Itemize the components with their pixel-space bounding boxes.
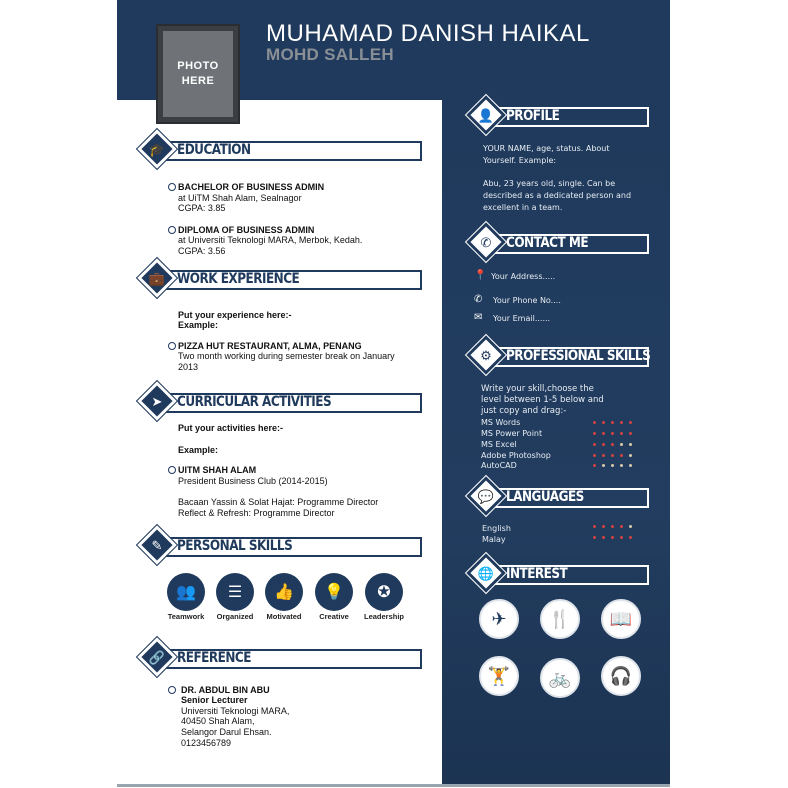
skill-label: Organized — [216, 612, 254, 621]
level-dot-empty — [611, 464, 614, 467]
photo-label: PHOTO HERE — [163, 31, 233, 117]
language-level-dots — [593, 525, 632, 528]
reference-role: Senior Lecturer — [181, 695, 248, 705]
curricular-line-2: Bacaan Yassin & Solat Hajat: Programme Director — [178, 497, 379, 507]
level-dot-filled — [620, 454, 623, 457]
level-dot-filled — [602, 443, 605, 446]
work-intro: Put your experience here:- — [178, 310, 292, 320]
section-title: PERSONAL SKILLS — [177, 538, 293, 554]
phone-icon: ✆ — [480, 235, 492, 250]
level-dot-empty — [629, 464, 632, 467]
section-title: REFERENCE — [177, 650, 251, 666]
section-title: PROFESSIONAL SKILLS — [506, 348, 651, 364]
skill-name: MS Power Point — [481, 429, 543, 438]
grade-2: CGPA: 3.56 — [178, 246, 226, 256]
contact-email: Your Email...... — [493, 314, 551, 323]
skill-label: Leadership — [363, 612, 404, 621]
section-title: CURRICULAR ACTIVITIES — [177, 394, 332, 410]
language-name: English — [482, 524, 511, 533]
bullet — [168, 342, 176, 350]
skill-name: MS Excel — [481, 440, 517, 449]
skill-level-dots — [593, 464, 632, 467]
level-dot-filled — [620, 432, 623, 435]
level-dot-filled — [629, 432, 632, 435]
globe-icon: 🌐 — [477, 566, 495, 581]
reference-line-2: 40450 Shah Alam, — [181, 716, 255, 726]
section-title: CONTACT ME — [506, 235, 589, 251]
degree-2: DIPLOMA OF BUSINESS ADMIN — [178, 225, 315, 235]
lightbulb-icon: 💡 — [315, 573, 353, 611]
level-dot-filled — [620, 421, 623, 424]
level-dot-filled — [611, 443, 614, 446]
phone-icon: ✆ — [474, 294, 483, 305]
level-dot-filled — [611, 421, 614, 424]
level-dot-filled — [620, 525, 623, 528]
work-item-title: PIZZA HUT RESTAURANT, ALMA, PENANG — [178, 341, 362, 351]
level-dot-empty — [629, 443, 632, 446]
level-dot-filled — [611, 454, 614, 457]
contact-address: Your Address..... — [491, 272, 556, 281]
prof-intro-1: Write your skill,choose the — [481, 384, 594, 394]
level-dot-empty — [602, 464, 605, 467]
reference-name: DR. ABDUL BIN ABU — [181, 685, 270, 695]
level-dot-filled — [611, 536, 614, 539]
section-work-experience — [140, 270, 422, 292]
skill-level-dots — [593, 454, 632, 457]
prof-intro-3: just copy and drag:- — [481, 406, 567, 416]
skill-name: AutoCAD — [481, 461, 517, 470]
level-dot-filled — [602, 421, 605, 424]
section-interest — [469, 565, 649, 587]
reference-phone: 0123456789 — [181, 738, 232, 748]
level-dot-filled — [629, 536, 632, 539]
bicycle-icon: 🚲 — [540, 658, 580, 698]
work-example: Example: — [178, 320, 219, 330]
skill-label: Creative — [319, 612, 349, 621]
level-dot-filled — [593, 432, 596, 435]
section-curricular — [140, 393, 422, 415]
section-languages — [469, 488, 649, 510]
envelope-icon: ✉ — [474, 312, 483, 323]
skill-label: Motivated — [266, 612, 302, 621]
level-dot-empty — [620, 443, 623, 446]
skill-level-dots — [593, 443, 632, 446]
skill-label: Teamwork — [167, 612, 205, 621]
section-reference — [140, 649, 422, 671]
level-dot-filled — [593, 525, 596, 528]
level-dot-empty — [629, 525, 632, 528]
level-dot-filled — [620, 536, 623, 539]
stack-icon: ☰ — [216, 573, 254, 611]
bottom-rule — [117, 784, 670, 787]
place-1: at UiTM Shah Alam, Sealnagor — [178, 193, 302, 203]
pencil-icon: ✎ — [151, 538, 163, 553]
level-dot-filled — [602, 525, 605, 528]
section-professional-skills — [469, 347, 649, 369]
resume-page — [117, 0, 670, 786]
section-title: INTEREST — [506, 566, 568, 582]
level-dot-filled — [611, 432, 614, 435]
user-icon: 👤 — [477, 108, 495, 123]
airplane-icon: ✈ — [479, 599, 519, 639]
level-dot-filled — [593, 421, 596, 424]
level-dot-filled — [593, 443, 596, 446]
section-personal-skills — [140, 537, 422, 559]
curricular-item-title: UITM SHAH ALAM — [178, 465, 257, 475]
medal-icon: ✪ — [365, 573, 403, 611]
place-2: at Universiti Teknologi MARA, Merbok, Kedah. — [178, 235, 363, 245]
headphones-icon: 🎧 — [601, 656, 641, 696]
level-dot-filled — [593, 464, 596, 467]
thumbs-up-icon: 👍 — [265, 573, 303, 611]
briefcase-icon: 💼 — [148, 271, 166, 286]
reference-line-3: Selangor Darul Ehsan. — [181, 727, 272, 737]
skill-level-dots — [593, 432, 632, 435]
level-dot-filled — [611, 525, 614, 528]
level-dot-filled — [629, 421, 632, 424]
section-title: WORK EXPERIENCE — [177, 271, 300, 287]
level-dot-filled — [602, 454, 605, 457]
reference-line-1: Universiti Teknologi MARA, — [181, 706, 290, 716]
book-icon: 📖 — [601, 599, 641, 639]
grade-1: CGPA: 3.85 — [178, 203, 226, 213]
work-item-desc: Two month working during semester break on January — [178, 351, 395, 361]
curricular-line-3: Reflect & Refresh: Programme Director — [178, 508, 335, 518]
surname: MOHD SALLEH — [266, 45, 394, 64]
curricular-example: Example: — [178, 445, 219, 455]
link-icon: 🔗 — [148, 650, 166, 665]
skill-name: Adobe Photoshop — [481, 451, 551, 460]
profile-text-2: Abu, 23 years old, single. Can be described as a dedicated person and excellent in a team. — [483, 179, 632, 212]
contact-phone: Your Phone No.... — [493, 296, 561, 305]
language-name: Malay — [482, 535, 506, 544]
bullet — [168, 226, 176, 234]
bullet — [168, 686, 176, 694]
cutlery-icon: 🍴 — [540, 599, 580, 639]
paper-plane-icon: ➤ — [151, 394, 163, 409]
curricular-line-1: President Business Club (2014-2015) — [178, 476, 328, 486]
full-name: MUHAMAD DANISH HAIKAL — [266, 20, 590, 47]
level-dot-empty — [620, 464, 623, 467]
level-dot-filled — [593, 454, 596, 457]
bullet — [168, 183, 176, 191]
level-dot-empty — [629, 454, 632, 457]
section-title: EDUCATION — [177, 142, 251, 158]
language-level-dots — [593, 536, 632, 539]
team-icon: 👥 — [167, 573, 205, 611]
section-education — [140, 141, 422, 163]
bullet — [168, 466, 176, 474]
skill-name: MS Words — [481, 418, 521, 427]
location-pin-icon: 📍 — [474, 270, 487, 281]
section-title: PROFILE — [506, 108, 560, 124]
gear-icon: ⚙ — [480, 348, 492, 363]
section-profile — [469, 107, 649, 129]
curricular-intro: Put your activities here:- — [178, 423, 284, 433]
level-dot-filled — [602, 432, 605, 435]
photo-placeholder — [156, 24, 240, 124]
dumbbell-icon: 🏋 — [479, 656, 519, 696]
degree-1: BACHELOR OF BUSINESS ADMIN — [178, 182, 325, 192]
profile-text-1: YOUR NAME, age, status. About Yourself. Example: — [483, 144, 610, 165]
level-dot-filled — [602, 536, 605, 539]
skill-level-dots — [593, 421, 632, 424]
section-contact — [469, 234, 649, 256]
prof-intro-2: level between 1-5 below and — [481, 395, 604, 405]
level-dot-filled — [593, 536, 596, 539]
section-title: LANGUAGES — [506, 489, 584, 505]
work-item-desc-2: 2013 — [178, 362, 199, 372]
speech-bubble-icon: 💬 — [477, 489, 495, 504]
graduation-cap-icon: 🎓 — [148, 142, 166, 157]
